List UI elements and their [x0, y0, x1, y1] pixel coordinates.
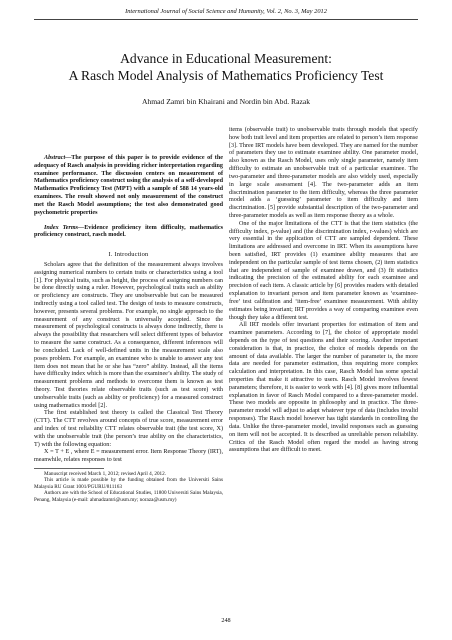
- intro-paragraph-2: The first established test theory is called the Classical Test Theory (CTT). The CTT revolves around concepts of true score, measurement error and index of test reliability CTT relates observable trait (the test score, X) with the unobservable trait (the person’s true ability on the characteristics, T) with the following equation:: [34, 410, 223, 448]
- right-paragraph-1: items (observable trait) to unobservable traits through models that specify how both trait level and item properties are related to person’s item response [3]. Three IRT models have been developed. They are named for the number of parameters they use to estimate examinee ability. One parameter model, also known as the Rasch Model, uses only single parameter, namely item difficulty to estimate an unobservable trait of a particular examinee. The two-parameter and three-parameter models are also widely used, especially in large scale assessment [4]. The two-parameter adds an item discrimination parameter to the item difficulty, whereas the three parameter model adds a ‘guessing’ parameter to item difficulty and item discrimination. [5] provide substantial description of the two-parameter and three-parameter models as well as item response theory as a whole.: [229, 127, 418, 219]
- section-heading-introduction: I. Introduction: [108, 251, 149, 259]
- right-column: [229, 127, 418, 455]
- index-terms-label: Index Terms: [44, 224, 79, 231]
- paper-title-line-2: A Rasch Model Analysis of Mathematics Proficiency Test: [68, 68, 384, 83]
- intro-paragraph-1: Scholars agree that the definition of the measurement always involves assigning numerical numbers to certain traits or characteristics using a tool [1]. For physical traits, such as height, the process of assigning numbers can be done directly using a ruler. However, psychological traits such as ability or proficiency are constructs. They are unobservable but can be measured indirectly using a tool called test. The design of tests to measure constructs, however, presents several problems. For example, no single approach to the measurement of any construct is universally accepted. Since the measurement of psychological constructs is always done indirectly, there is always the possibility that researchers will select different types of behavior to measure the same construct. As a consequence, different inferences will be concluded. Lack of well-defined units in the measurement scale also poses problem. For example, an examinee who is unable to answer any test item does not mean that he or she has “zero” ability. Instead, all the items have difficulty index which is more than the examinee’s ability. The study of measurement problems and methods to overcome them is known as test theory. Test theories relate observable traits (such as test score) with unobservable traits (such as ability or proficiency) for a measured construct using mathematics model [2].: [34, 261, 223, 409]
- abstract: [34, 155, 223, 218]
- page-number: 248: [221, 617, 231, 624]
- left-column: [34, 155, 223, 503]
- equation-line: X = T + E , where E = measurement error. Item Response Theory (IRT), meanwhile, relates responses to test: [34, 449, 223, 464]
- abstract-text: —The purpose of this paper is to provide evidence of the adequacy of Rasch analysis in providing richer interpretation regarding examinee performance. The discussion centers on measurement of Mathematics proficiency construct using the analysis of a self-developed Mathematics Proficiency Test (MPT) with a sample of 588 14 years-old examinees. The result showed not only measurement of the construct met the Rasch Model assumptions; the test also demonstrated good psychometric properties: [34, 155, 223, 216]
- right-paragraph-3: All IRT models offer invariant properties for estimation of item and examinee parameters. According to [7], the choice of appropriate model depends on the type of test questions and their scoring. Another important consideration is that, in practice, the choice of models depends on the amount of data available. The larger the number of parameter is, the more data are needed for parameter estimation, thus requiring more complex calculation and interpretation. In this case, Rasch Model has some special properties that make it attractive to users. Rasch Model involves fewest parameters; therefore, it is easier to work with [4]. [8] gives more influential explanation in favor of Rasch Model compared to a three-parameter model. These two models are opposite in philosophy and in practice. The three-parameter model will adjust to adapt whatever type of data (includes invalid responses). The Rasch model however has tight standards in controlling the data. Unlike the three-parameter model, invalid responses such as guessing on item will not be accepted. It is described as unreliable person reliability. Critics of the Rasch Model often regard the model as having strong assumptions that are difficult to meet.: [229, 322, 418, 454]
- footnote-funding: This article is made possible by the funding obtained from the Universiti Sains Malaysia RU Grant 1001/PGURU/811163: [34, 477, 223, 490]
- footnote-manuscript: Manuscript received March 1, 2012; revised April 4, 2012.: [44, 471, 167, 478]
- index-terms-text: —Evidence proficiency item difficulty, mathematics proficiency construct, rasch model.: [34, 224, 223, 239]
- journal-header: International Journal of Social Science and Humanity, Vol. 2, No. 3, May 2012: [125, 8, 327, 15]
- right-paragraph-2: One of the major limitations of the CTT is that the item statistics (the difficulty index, p-value) and (the discrimination index, r-values) which are very essential in the application of CTT are sampled dependent. These limitations are addressed and overcome in IRT. When its assumptions have been satisfied, IRT provides (1) examinee ability measures that are independent on the particular sample of test items chosen, (2) item statistics that are independent of sample of examinee drawn, and (3) fit statistics indicating the precision of the estimated ability for each examinee and precision of each item. A classic article by [6] provides readers with detailed explanation to invariant person and item parameter known as ‘examinee-free’ test calibration and ‘item-free’ examinee measurement. With ability estimates being invariant; IRT provides a way of comparing examinee even though they take a different test.: [229, 220, 418, 321]
- paper-title-line-1: Advance in Educational Measurement:: [120, 51, 332, 66]
- footnote-authors: Authors are with the School of Educational Studies, 11800 Universiti Sains Malaysia, Penang, Malaysia (e-mail: ahmadzamri@usm.my; noraza@usm.my): [34, 490, 223, 503]
- index-terms: [34, 225, 223, 241]
- paper-authors: Ahmad Zamri bin Khairani and Nordin bin Abd. Razak: [141, 97, 311, 106]
- abstract-label: Abstract: [44, 155, 66, 161]
- footnote-rule: [34, 468, 104, 469]
- header-rule: [34, 19, 418, 20]
